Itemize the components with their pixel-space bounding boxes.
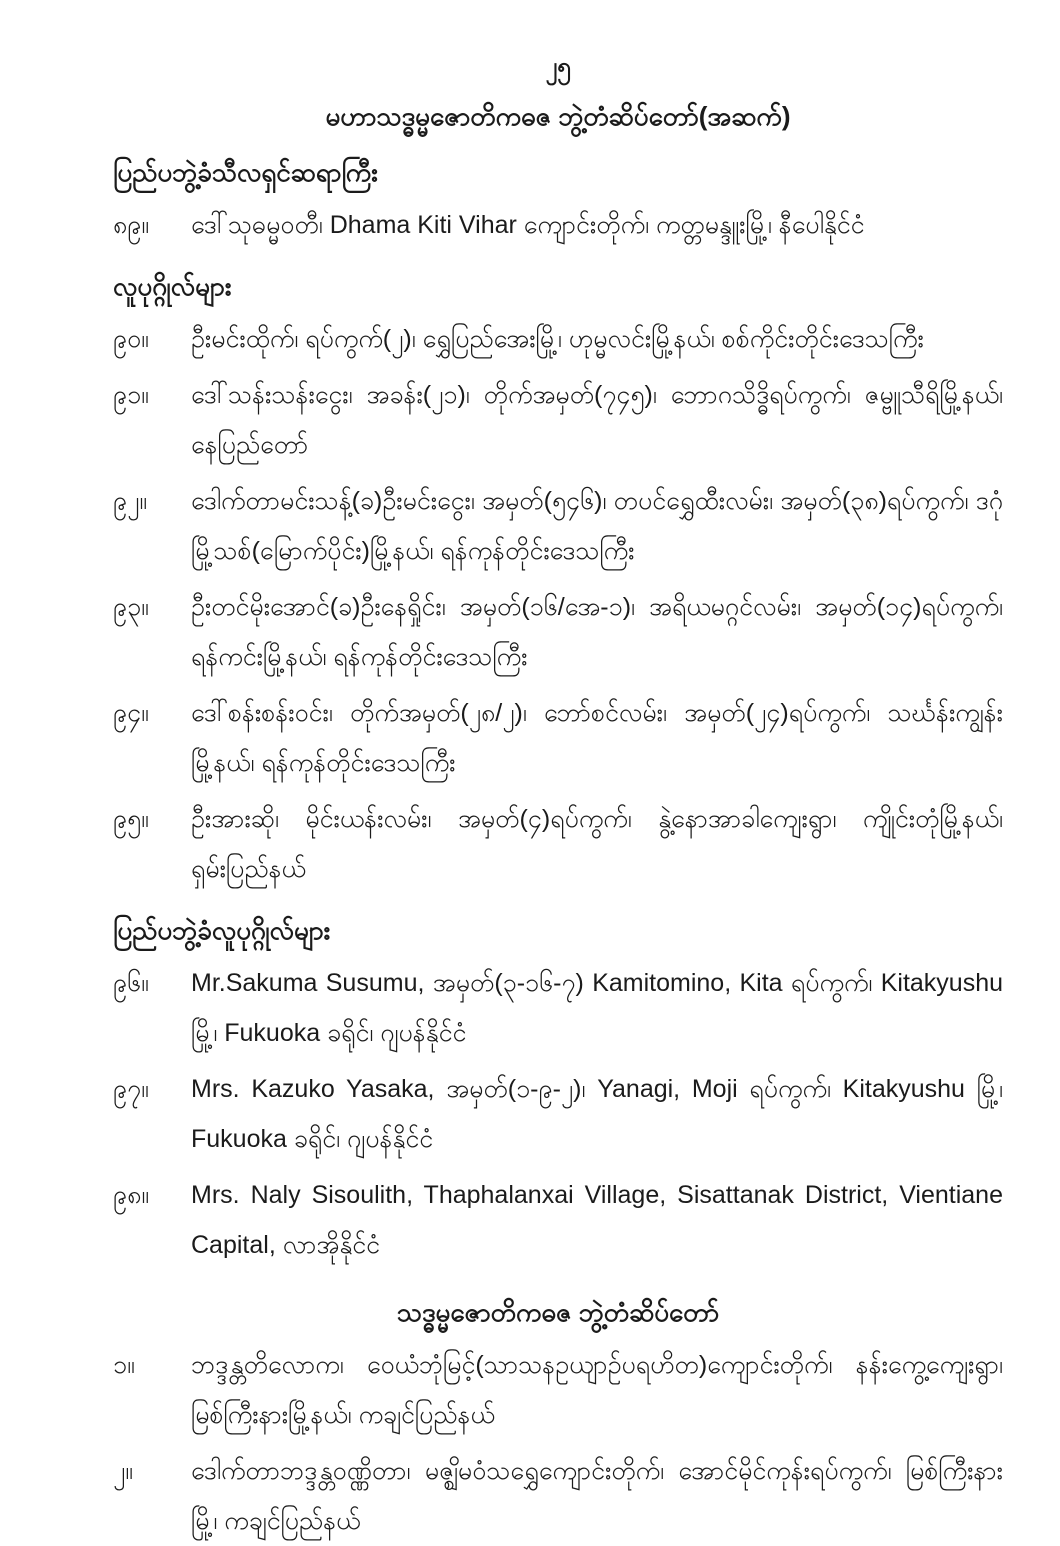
item-number: ၉၃။ (113, 593, 149, 621)
section-heading-foreign-nuns: ပြည်ပဘွဲ့ခံသီလရှင်ဆရာကြီး (113, 157, 378, 187)
item-text: ဦးအားဆို၊ မိုင်းယန်းလမ်း၊ အမှတ်(၄)ရပ်ကွက်၊ နွဲ့နောအာခါကျေးရွာ၊ ကျိုင်းတုံမြို့နယ်၊ ရှမ်းပြည်နယ် (191, 805, 1003, 883)
page-number: ၂၅ (545, 53, 571, 80)
item-text: ဦးတင်မိုးအောင်(ခ)ဦးနေရှိုင်း၊ အမှတ်(၁၆/အေ-၁)၊ အရိယမဂ္ဂင်လမ်း၊ အမှတ်(၁၄)ရပ်ကွက်၊ ရန်ကင်းမြို့နယ်၊ ရန်ကုန်တိုင်းဒေသကြီး (191, 593, 1003, 671)
item-text: ဒေါက်တာမင်းသန့်(ခ)ဦးမင်းငွေး၊ အမှတ်(၅၄၆)၊ တပင်ရွှေထီးလမ်း၊ အမှတ်(၃၈)ရပ်ကွက်၊ ဒဂုံမြို့သစ်(မြောက်ပိုင်း)မြို့နယ်၊ ရန်ကုန်တိုင်းဒေသကြီး (191, 487, 1003, 565)
list-item (113, 476, 1003, 576)
item-number: ၉၆။ (113, 969, 149, 997)
list-item (113, 370, 1003, 470)
item-text: Mrs. Naly Sisoulith, Thaphalanxai Village, Sisattanak District, Vientiane Capital, လာအိုနိုင်ငံ (191, 1181, 1003, 1259)
item-number: ၉၂။ (113, 487, 147, 515)
section-heading-foreign-lay-persons: ပြည်ပဘွဲ့ခံလူပုဂ္ဂိုလ်များ (113, 915, 331, 945)
item-number: ၉၇။ (113, 1075, 149, 1103)
list-item (113, 200, 1003, 250)
item-number: ၁။ (113, 1351, 135, 1379)
item-text: ဦးမင်းထိုက်၊ ရပ်ကွက်(၂)၊ ရွှေပြည်အေးမြို့၊ ဟုမ္မလင်းမြို့နယ်၊ စစ်ကိုင်းတိုင်းဒေသကြီး (191, 325, 924, 353)
item-number: ၂။ (113, 1457, 133, 1485)
item-number: ၉၄။ (113, 699, 149, 727)
list-item (113, 1170, 1003, 1270)
item-number: ၈၉။ (113, 211, 149, 239)
item-text: ဒေါ်သန်းသန်းငွေး၊ အခန်း(၂၁)၊ တိုက်အမှတ်(၇၄၅)၊ ဘောဂသိဒ္ဓိရပ်ကွက်၊ ဇမ္ဗူသီရိမြို့နယ်၊ နေပြည်တော် (191, 381, 1003, 459)
item-number: ၉၀။ (113, 325, 149, 353)
item-text: ဒေါက်တာဘဒ္ဒန္တဝဏ္ဏိတာ၊ မဇ္ဈိမဝံသရွှေကျောင်းတိုက်၊ အောင်မိုင်ကုန်းရပ်ကွက်၊ မြစ်ကြီးနားမြို့၊ ကချင်ပြည်နယ် (191, 1457, 1003, 1535)
item-number: ၉၈။ (113, 1181, 149, 1209)
section-heading-lay-persons: လူပုဂ္ဂိုလ်များ (113, 271, 232, 301)
item-text: ဒေါ်စန်းစန်းဝင်း၊ တိုက်အမှတ်(၂၈/၂)၊ ဘော်စင်လမ်း၊ အမှတ်(၂၄)ရပ်ကွက်၊ သင်္ဃန်းကျွန်းမြို့နယ်၊ ရန်ကုန်တိုင်းဒေသကြီး (191, 699, 1003, 777)
item-text: Mrs. Kazuko Yasaka, အမှတ်(၁-၉-၂)၊ Yanagi, Moji ရပ်ကွက်၊ Kitakyushu မြို့၊ Fukuoka ခရိုင်၊ ဂျပန်နိုင်ငံ (191, 1075, 1003, 1153)
item-text: ဘဒ္ဒန္တတိလောက၊ ဝေယံဘုံမြင့်(သာသနဥယျာဉ်ပရဟိတ)ကျောင်းတိုက်၊ နန်းကွေ့ကျေးရွာ၊ မြစ်ကြီးနားမြို့နယ်၊ ကချင်ပြည်နယ် (191, 1351, 1003, 1429)
list-item (113, 1064, 1003, 1164)
list-item (113, 314, 1003, 364)
item-text: Mr.Sakuma Susumu, အမှတ်(၃-၁၆-၇) Kamitomino, Kita ရပ်ကွက်၊ Kitakyushu မြို့၊ Fukuoka ခရိုင်၊ ဂျပန်နိုင်ငံ (191, 969, 1003, 1047)
list-item (113, 688, 1003, 788)
list-item (113, 582, 1003, 682)
item-number: ၉၅။ (113, 805, 149, 833)
list-item (113, 794, 1003, 894)
list-item (113, 1340, 1003, 1440)
list-item (113, 1446, 1003, 1546)
section-heading-saddhamma-jotikadhaja: သဒ္ဓမ္မဇောတိကဓဇ ဘွဲ့တံဆိပ်တော် (396, 1297, 720, 1327)
item-number: ၉၁။ (113, 381, 149, 409)
list-item (113, 958, 1003, 1058)
item-text: ဒေါ်သုဓမ္မဝတီ၊ Dhama Kiti Vihar ကျောင်းတိုက်၊ ကတ္တမန္ဒူးမြို့၊ နီပေါနိုင်ငံ (191, 211, 865, 239)
document-title: မဟာသဒ္ဓမ္မဇောတိကဓဇ ဘွဲ့တံဆိပ်တော်(အဆက်) (325, 101, 791, 131)
